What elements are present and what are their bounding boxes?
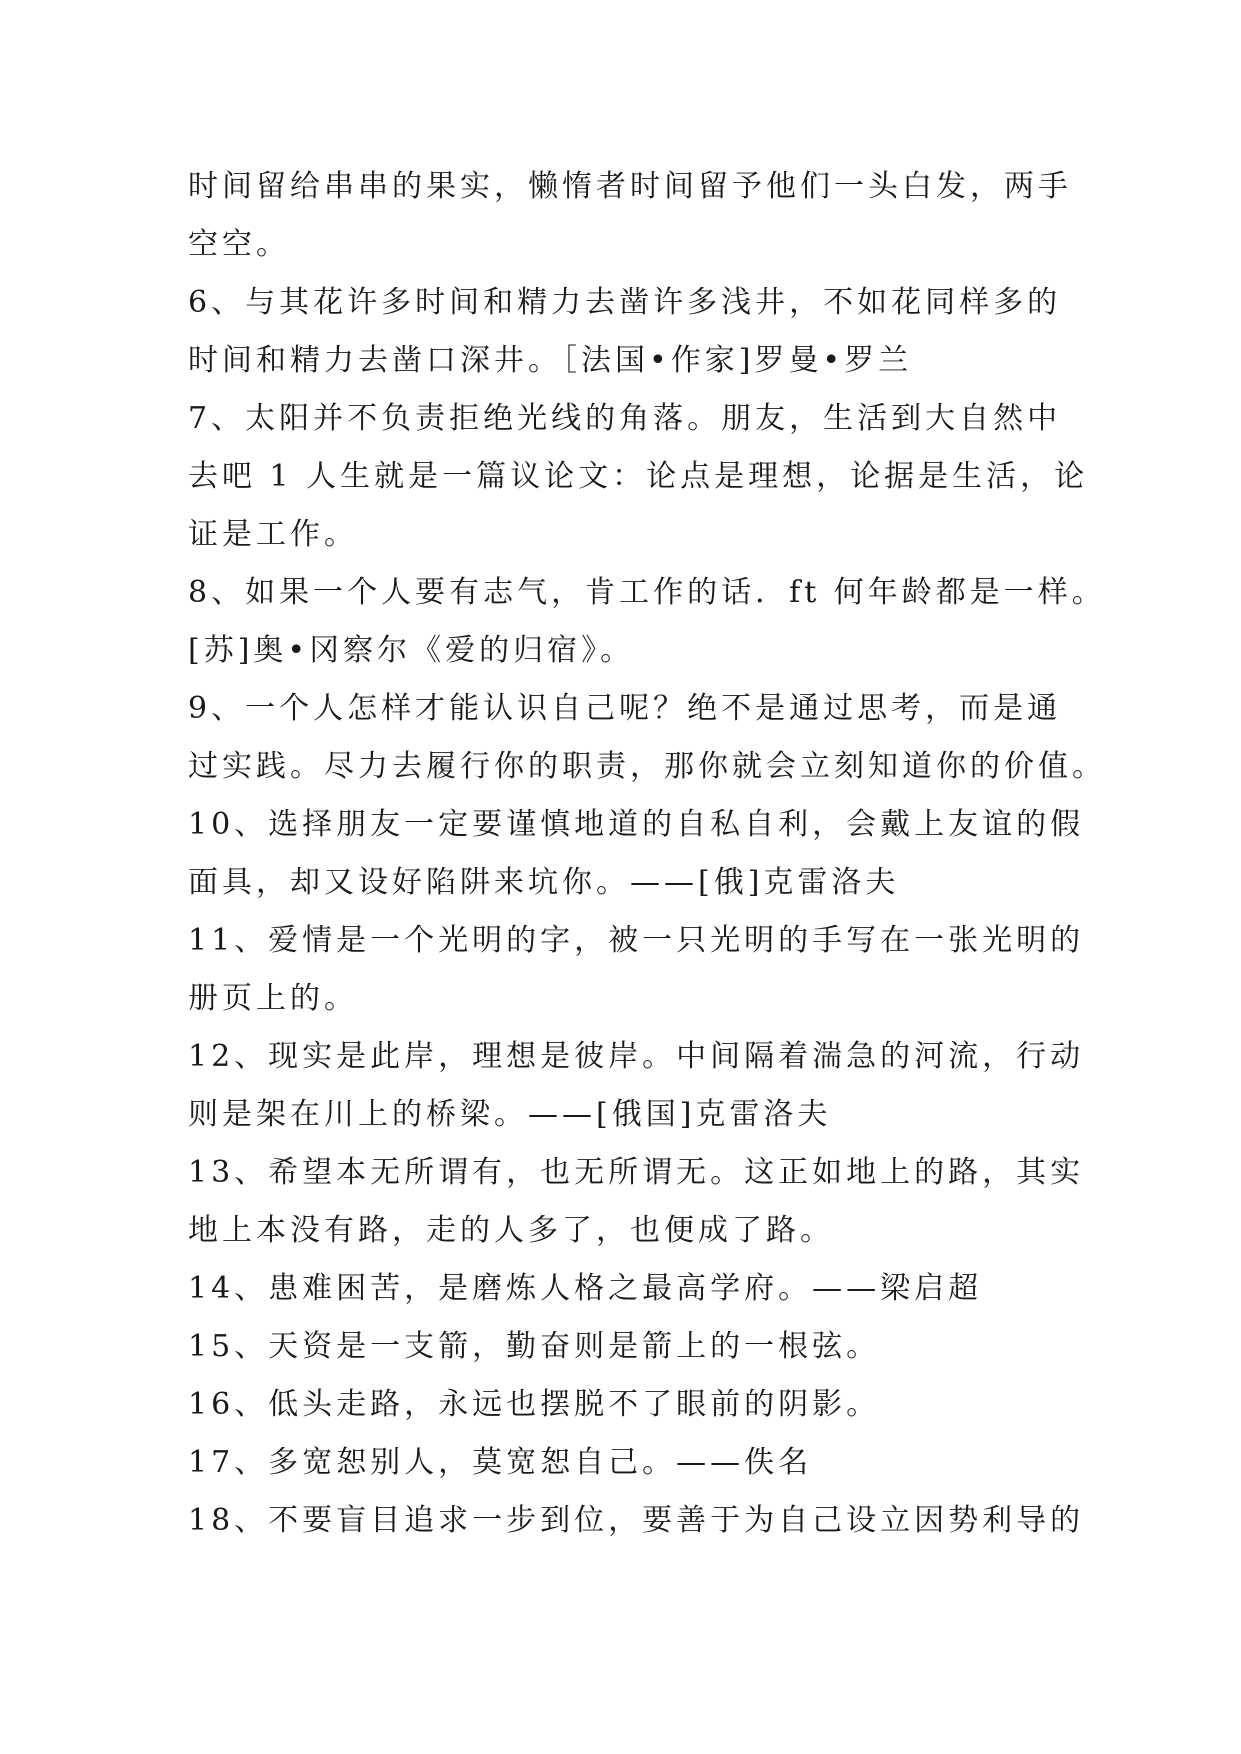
text-line: 空空。 — [188, 227, 290, 262]
text-line: 12、现实是此岸，理想是彼岸。中间隔着湍急的河流，行动 — [188, 1039, 1085, 1074]
text-line: 地上本没有路，走的人多了，也便成了路。 — [188, 1213, 834, 1248]
text-line: 7、太阳并不负责拒绝光线的角落。朋友，生活到大自然中 — [188, 401, 1062, 436]
text-line: 去吧 1 人生就是一篇议论文：论点是理想，论据是生活，论 — [188, 459, 1089, 494]
text-line: 18、不要盲目追求一步到位，要善于为自己设立因势利导的 — [188, 1503, 1085, 1538]
text-line: 过实践。尽力去履行你的职责，那你就会立刻知道你的价值。 — [188, 749, 1106, 784]
text-line: 面具，却又设好陷阱来坑你。——[俄]克雷洛夫 — [188, 865, 900, 900]
text-line: 时间和精力去凿口深井。［法国•作家]罗曼•罗兰 — [188, 343, 913, 378]
text-line: [苏]奥•冈察尔《爱的归宿》。 — [188, 633, 635, 668]
text-line: 则是架在川上的桥梁。——[俄国]克雷洛夫 — [188, 1097, 832, 1132]
text-line: 10、选择朋友一定要谨慎地道的自私自利，会戴上友谊的假 — [188, 807, 1085, 842]
text-line: 15、天资是一支箭，勤奋则是箭上的一根弦。 — [188, 1329, 881, 1364]
text-line: 16、低头走路，永远也摆脱不了眼前的阴影。 — [188, 1387, 881, 1422]
text-line: 11、爱情是一个光明的字，被一只光明的手写在一张光明的 — [188, 923, 1085, 958]
text-line: 册页上的。 — [188, 981, 358, 1016]
text-line: 时间留给串串的果实，懒惰者时间留予他们一头白发，两手 — [188, 169, 1072, 204]
text-line: 13、希望本无所谓有，也无所谓无。这正如地上的路，其实 — [188, 1155, 1085, 1190]
text-line: 8、如果一个人要有志气，肯工作的话．ft 何年龄都是一样。 — [188, 575, 1106, 610]
text-line: 9、一个人怎样才能认识自己呢？绝不是通过思考，而是通 — [188, 691, 1062, 726]
text-line: 17、多宽恕别人，莫宽恕自己。——佚名 — [188, 1445, 813, 1480]
text-line: 14、患难困苦，是磨炼人格之最高学府。——梁启超 — [188, 1271, 983, 1306]
quote-text-block — [188, 158, 1106, 1550]
text-line: 证是工作。 — [188, 517, 358, 552]
text-line: 6、与其花许多时间和精力去凿许多浅井，不如花同样多的 — [188, 285, 1062, 320]
